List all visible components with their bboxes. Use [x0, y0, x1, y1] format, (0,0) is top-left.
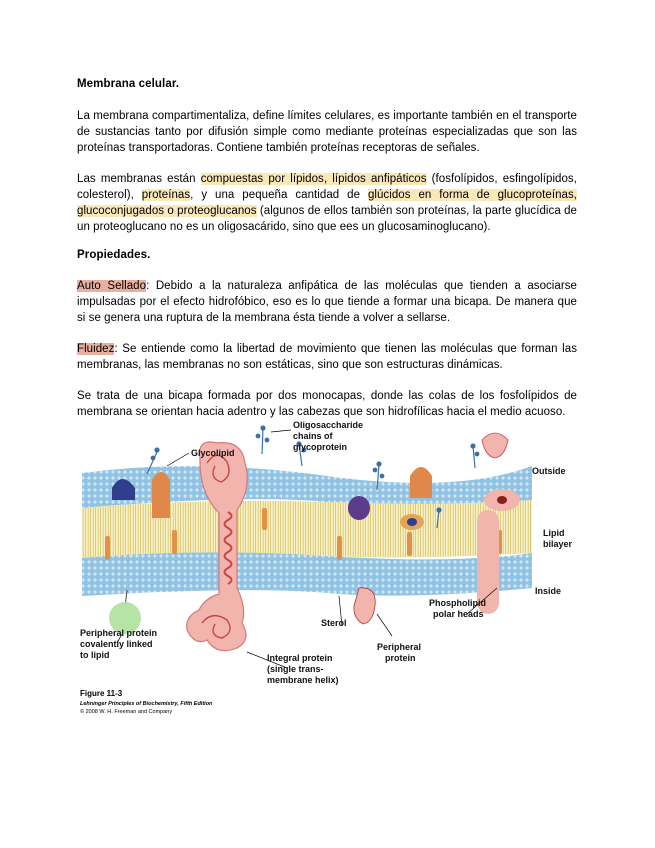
label-inside: Inside: [535, 586, 562, 596]
label-pp-1: Peripheral protein: [80, 628, 158, 638]
figure-copyright: © 2008 W. H. Freeman and Company: [80, 709, 173, 715]
membrane-figure: [77, 418, 577, 718]
orange-protein: [152, 472, 170, 518]
label-phospholipid: Phospholipid: [429, 598, 486, 608]
inner-leaflet-heads: [82, 552, 532, 596]
paragraph-fluidity: [77, 341, 577, 373]
label-integral-1: Integral protein: [267, 653, 333, 663]
text-run: : Debido a la naturaleza anfipática de las moléculas que tienden a asociarse impulsadas por el efecto hidrofóbico, eso es lo que tiende a formar una bicapa. De manera que si se genera una ruptura de la membrana ésta tiende a volver a sellarse.: [77, 280, 577, 324]
figure-number: Figure 11-3: [80, 689, 123, 698]
text-run: Las membranas están: [77, 173, 201, 185]
orange-protein-right: [410, 467, 432, 498]
text-run: (algunos de ellos también son proteínas, la parte glucídica de un proteoglucano no es un oligosacárido, sino que ees un glucosaminoglucano).: [77, 205, 577, 233]
purple-protein: [348, 496, 370, 520]
label-oligo-1: Oligosaccharide: [293, 420, 364, 430]
highlight-fluidez: Fluidez: [77, 343, 115, 355]
paragraph-composition: [77, 171, 577, 235]
section-heading: Propiedades.: [77, 249, 151, 261]
paragraph-self-sealing: [77, 278, 577, 326]
label-peripheral: Peripheral: [377, 642, 422, 652]
label-pp-2: covalently linked: [80, 639, 153, 649]
label-protein: protein: [385, 653, 416, 663]
pink-protein-top: [482, 433, 508, 458]
paragraph-intro: La membrana compartimentaliza, define límites celulares, es importante también en el transporte de sustancias tanto por difusión simple como mediante proteínas especializadas que son las proteínas transportadoras. Contiene también proteínas receptoras de señales.: [77, 110, 577, 154]
hydrophobic-tails: [82, 500, 532, 558]
page-title: Membrana celular.: [77, 78, 180, 90]
label-bilayer: bilayer: [543, 539, 573, 549]
label-polar-heads: polar heads: [433, 609, 484, 619]
label-integral-3: membrane helix): [267, 675, 339, 685]
label-sterol: Sterol: [321, 618, 347, 628]
label-oligo-3: glycoprotein: [293, 442, 348, 452]
text-run: : Se entiende como la libertad de movimiento que tienen las moléculas que forman las membranas, las membranas no son estáticas, sino que son estructuras dinámicas.: [77, 343, 577, 371]
label-pp-3: to lipid: [80, 650, 110, 660]
label-oligo-2: chains of: [293, 431, 333, 441]
label-glycolipid: Glycolipid: [191, 448, 235, 458]
membrane-diagram: [77, 418, 577, 718]
label-lipid: Lipid: [543, 528, 565, 538]
label-outside: Outside: [532, 466, 566, 476]
text-run: (fosfolípidos, esfingolípidos, colesterol),: [77, 173, 577, 201]
label-integral-2: (single trans-: [267, 664, 324, 674]
paragraph-bilayer: Se trata de una bicapa formada por dos monocapas, donde las colas de los fosfolípidos de membrana se orientan hacia adentro y las cabezas que son hidrofílicas hacia el medio acuoso.: [77, 390, 577, 418]
text-run: , y una pequeña cantidad de: [190, 189, 368, 201]
highlight-glucids: glúcidos en forma de glucoproteínas, glucoconjugados o proteoglucanos: [77, 189, 578, 217]
figure-source: Lehninger Principles of Biochemistry, Fifth Edition: [80, 701, 213, 707]
highlight-proteins: proteínas: [141, 189, 191, 201]
highlight-auto-sellado: Auto Sellado: [77, 280, 147, 292]
highlight-lipids: compuestas por lípidos, lípidos anfipáticos: [200, 173, 427, 185]
